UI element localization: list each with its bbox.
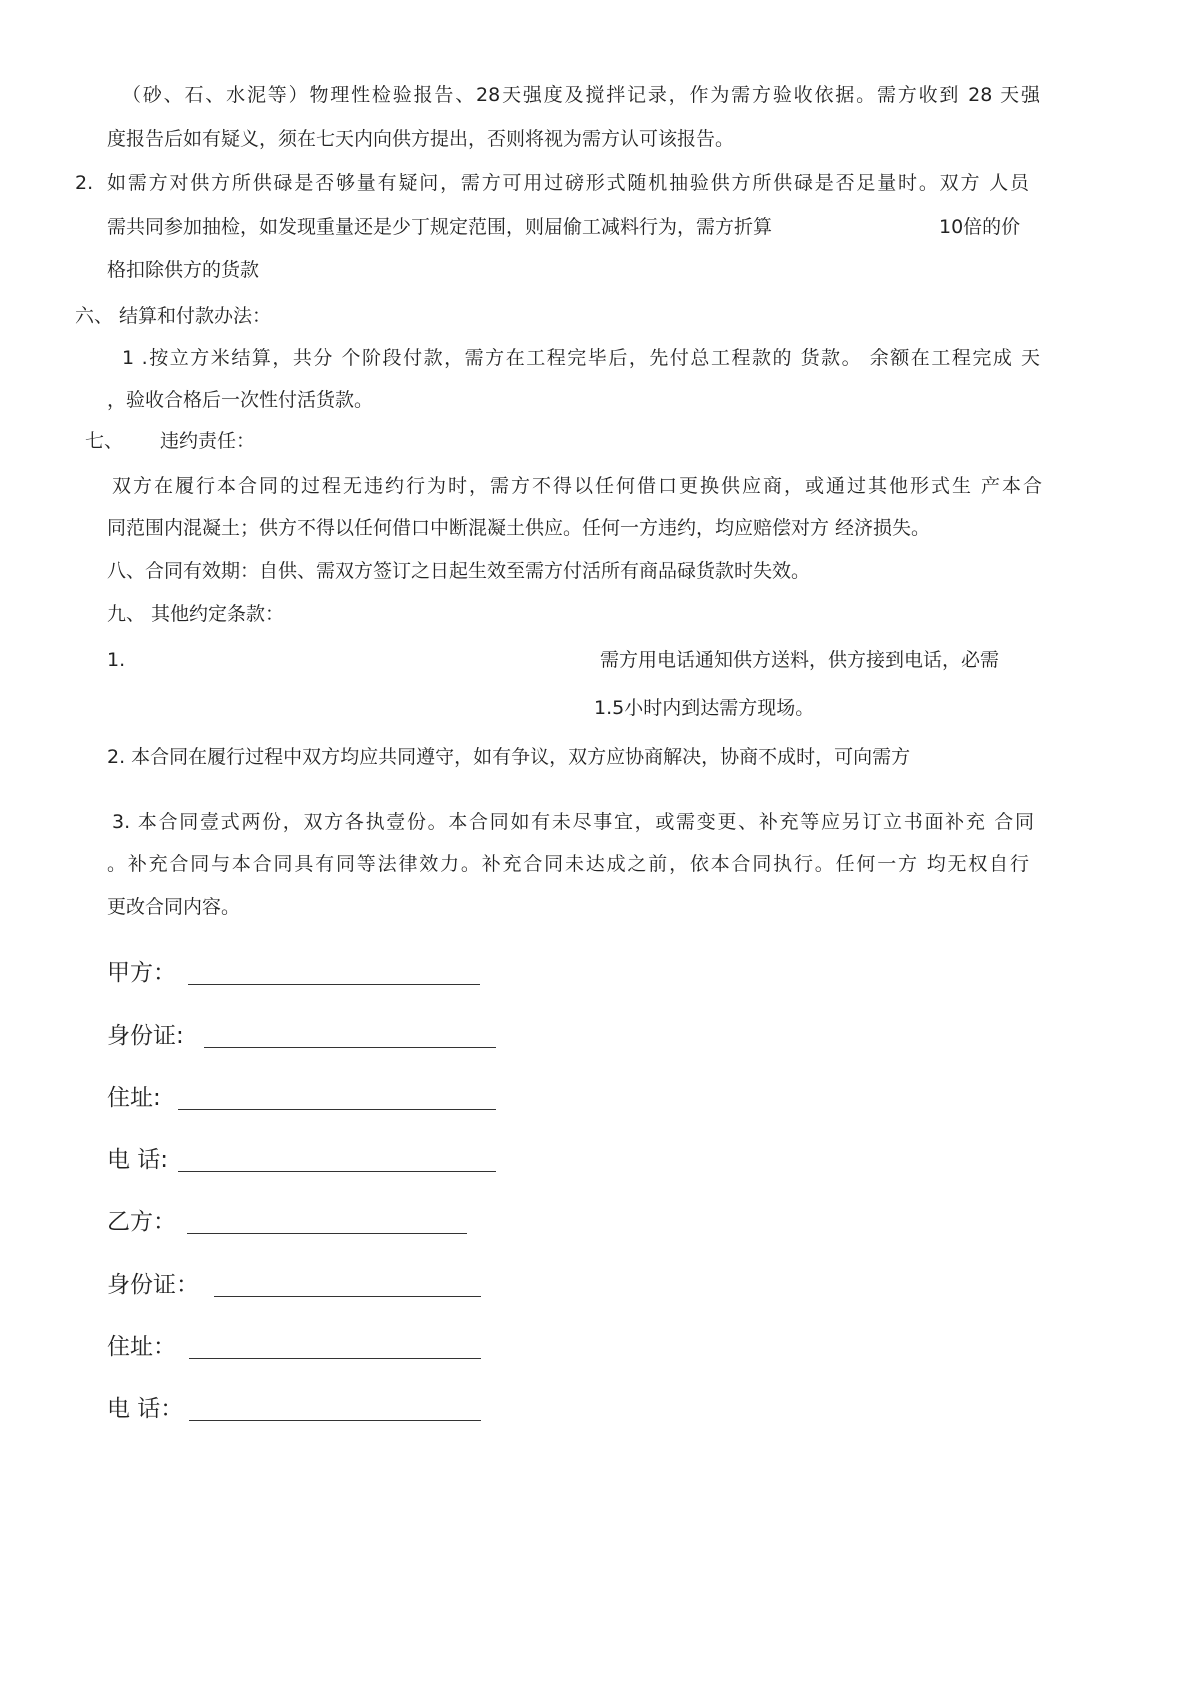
party-b-phone-label: 电 话： <box>107 1396 184 1422</box>
party-a-phone-line[interactable] <box>178 1171 496 1172</box>
party-b-address-line[interactable] <box>189 1358 481 1359</box>
clause9-item3-line3: 更改合同内容。 <box>107 896 241 918</box>
clause9-heading: 九、 其他约定条款： <box>107 603 285 625</box>
party-b-phone-line[interactable] <box>189 1420 481 1421</box>
clause9-item3-line2: 。补充合同与本合同具有同等法律效力。补充合同未达成之前，依本合同执行。任何一方 均无权自行 <box>107 853 1029 875</box>
party-b-label: 乙方： <box>107 1209 176 1235</box>
party-a-id-line[interactable] <box>204 1047 496 1048</box>
party-a-id-label: 身份证: <box>107 1023 184 1049</box>
clause7-heading: 违约责任： <box>160 430 256 452</box>
clause5-item2-line2-end: 10倍的价 <box>939 216 1021 238</box>
clause6-heading: 六、 结算和付款办法： <box>75 305 272 327</box>
clause5-item2-number: 2. <box>75 172 94 194</box>
party-a-address-label: 住址: <box>107 1085 161 1111</box>
clause7-line2: 同范围内混凝土；供方不得以任何借口中断混凝土供应。任何一方违约，均应赔偿对方 经济损失。 <box>107 517 931 539</box>
clause5-line1: （砂、石、水泥等）物理性检验报告、28天强度及搅拌记录，作为需方验收依据。需方收到 28 天强 <box>122 84 1040 106</box>
party-a-signature-line[interactable] <box>188 984 480 985</box>
clause9-item3-line1: 3. 本合同壹式两份，双方各执壹份。本合同如有未尽事宜，或需变更、补充等应另订立书面补充 合同 <box>112 811 1034 833</box>
party-b-signature-line[interactable] <box>187 1233 467 1234</box>
party-b-address-label: 住址： <box>107 1334 176 1360</box>
clause6-line1: 1 .按立方米结算，共分 个阶段付款，需方在工程完毕后，先付总工程款的 货款。 余额在工程完成 天 <box>122 347 1040 369</box>
clause5-item2-line1: 如需方对供方所供碌是否够量有疑问，需方可用过磅形式随机抽验供方所供碌是否足量时。双方 人员 <box>107 172 1029 194</box>
clause6-line2: ，验收合格后一次性付活货款。 <box>107 389 374 411</box>
clause8-line: 八、合同有效期：自供、需双方签订之日起生效至需方付活所有商品碌货款时失效。 <box>107 560 811 582</box>
clause7-heading-number: 七、 <box>85 430 124 452</box>
clause9-item2: 2. 本合同在履行过程中双方均应共同遵守，如有争议，双方应协商解决，协商不成时，可向需方 <box>107 746 911 768</box>
clause5-item2-line3: 格扣除供方的货款 <box>107 259 260 281</box>
clause9-item1-line2: 1.5小时内到达需方现场。 <box>594 697 815 719</box>
clause9-item1-line1: 需方用电话通知供方送料，供方接到电话，必需 <box>600 649 1000 671</box>
party-a-label: 甲方： <box>107 960 176 986</box>
party-b-id-label: 身份证： <box>107 1272 199 1298</box>
clause7-line1: 双方在履行本合同的过程无违约行为时，需方不得以任何借口更换供应商，或通过其他形式生 产本合 <box>112 475 1042 497</box>
party-a-address-line[interactable] <box>178 1109 496 1110</box>
party-a-phone-label: 电 话: <box>107 1147 169 1173</box>
clause9-item1-number: 1. <box>107 649 126 671</box>
party-b-id-line[interactable] <box>214 1296 481 1297</box>
clause5-item2-line2: 需共同参加抽检，如发现重量还是少丁规定范围，则屇偷工减料行为，需方折算 <box>107 216 773 238</box>
clause5-line2: 度报告后如有疑义，须在七天内向供方提出，否则将视为需方认可该报告。 <box>107 128 735 150</box>
